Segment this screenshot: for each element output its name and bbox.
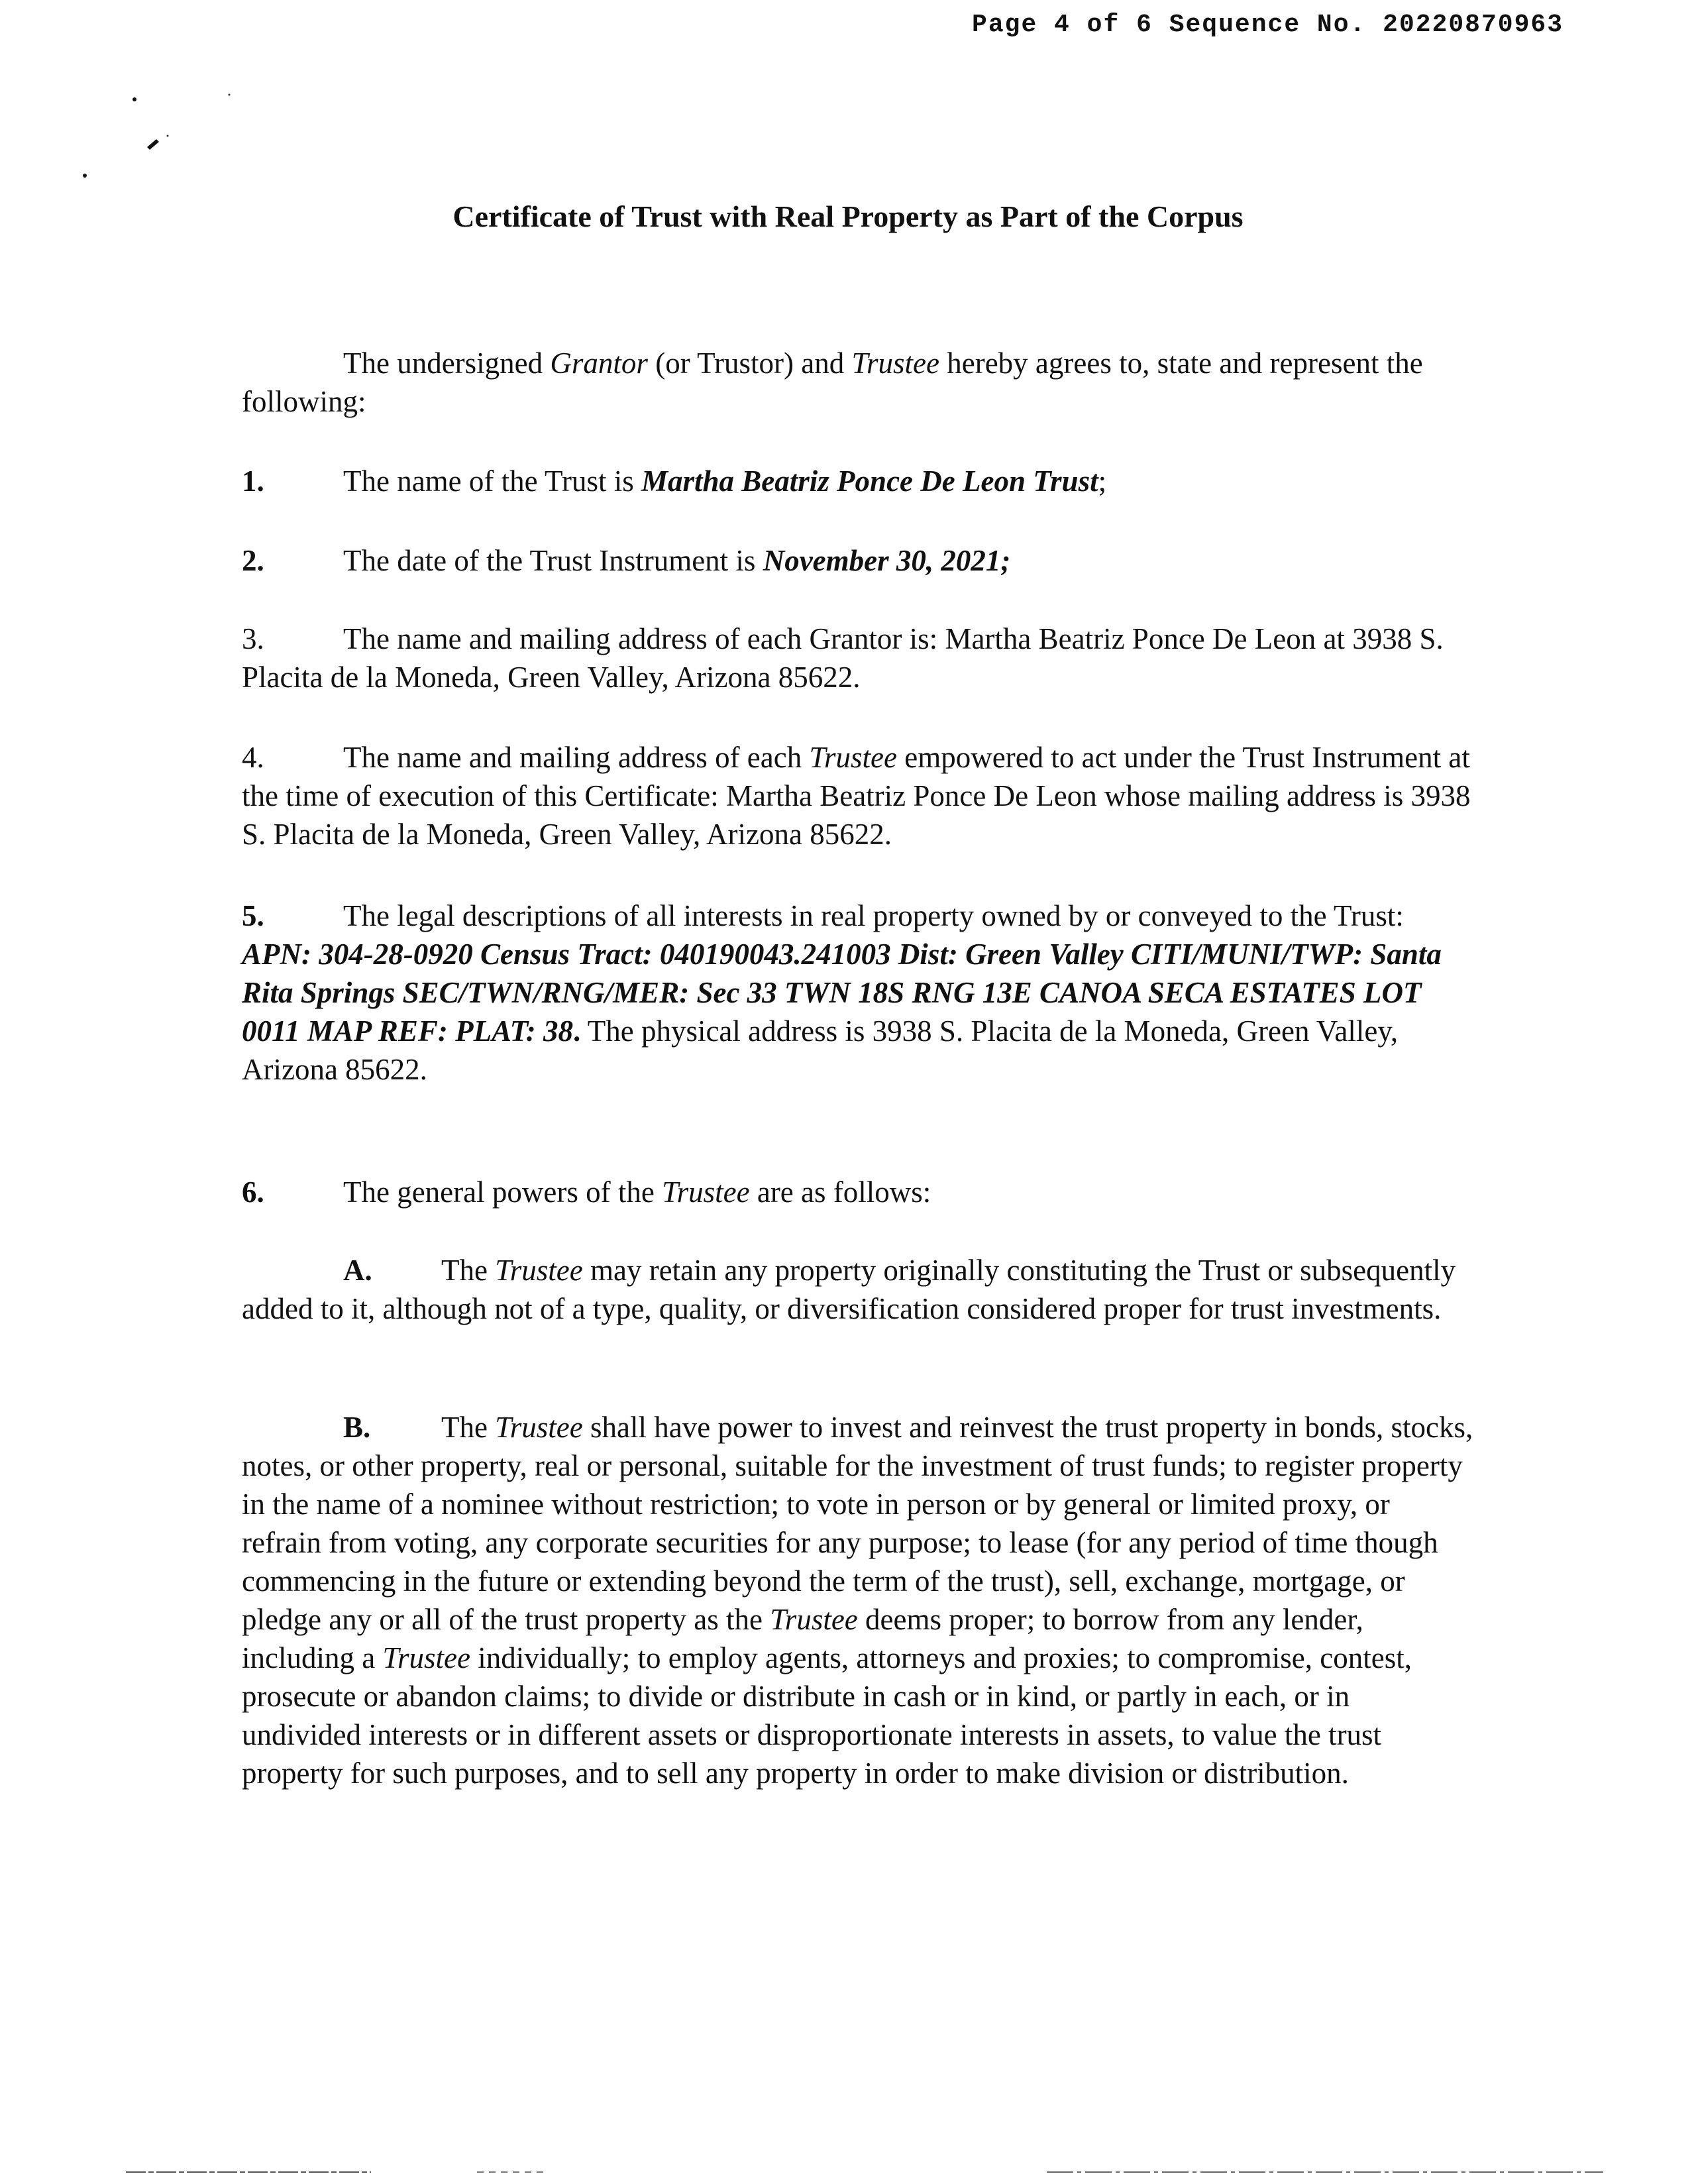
sequence-number: 20220870963 [1383,11,1564,39]
item-2: 2. The date of the Trust Instrument is November 30, 2021; [242,544,1011,577]
item-6: 6. The general powers of the Trustee are as follows: [242,1175,931,1209]
scan-specks [0,0,265,199]
item-4: 4. The name and mailing address of each Trustee empowered to act under the Trust Instrument at the time of execution of this Certificate: Martha Beatriz Ponce De Leon whose mailing address is 3938 S. Placita de la Moneda, Green Valley, Arizona 85622. [242,741,1471,851]
item-5: 5. The legal descriptions of all interests in real property owned by or conveyed to the Trust: APN: 304-28-0920 Census Tract: 040190043.241003 Dist: Green Valley CITI/MUNI/TWP: Santa Rita Springs SEC/TWN/RNG/MER: Sec 33 TWN 18S RNG 13E CANOA SECA ESTATES LOT 0011 MAP REF: PLAT: 38. The physical address is 3938 S. Placita de la Moneda, Green Valley, Arizona 85622. [242,899,1442,1086]
item-1: 1. The name of the Trust is Martha Beatriz Ponce De Leon Trust; [242,464,1107,498]
scan-footer-artifact [0,2167,1696,2180]
document-title: Certificate of Trust with Real Property as Part of the Corpus [452,199,1244,233]
intro-paragraph: The undersigned Grantor (or Trustor) and Trustee hereby agrees to, state and represent the following: [242,347,1423,418]
sequence-label: Sequence No. [1169,11,1367,39]
page-header [972,11,1564,39]
item-b: B. The Trustee shall have power to invest and reinvest the trust property in bonds, stocks, notes, or other property, real or personal, suitable for the investment of trust funds; to register property in the name of a nominee without restriction; to vote in person or by general or limited proxy, or refrain from voting, any corporate securities for any purpose; to lease (for any period of time though commencing in the future or extending beyond the term of the trust), sell, exchange, mortgage, or pledge any or all of the trust property as the Trustee deems proper; to borrow from any lender, including a Trustee individually; to employ agents, attorneys and proxies; to compromise, contest, prosecute or abandon claims; to divide or distribute in cash or in kind, or partly in each, or in undivided interests or in different assets or disproportionate interests in assets, to value the trust property for such purposes, and to sell any property in order to make division or distribution. [242,1411,1473,1790]
item-a: A. The Trustee may retain any property originally constituting the Trust or subsequently added to it, although not of a type, quality, or diversification considered proper for trust investments. [242,1254,1456,1325]
page-label: Page 4 of 6 [972,11,1153,39]
item-3: 3. The name and mailing address of each Grantor is: Martha Beatriz Ponce De Leon at 3938 S. Placita de la Moneda, Green Valley, Arizona 85622. [242,622,1444,694]
